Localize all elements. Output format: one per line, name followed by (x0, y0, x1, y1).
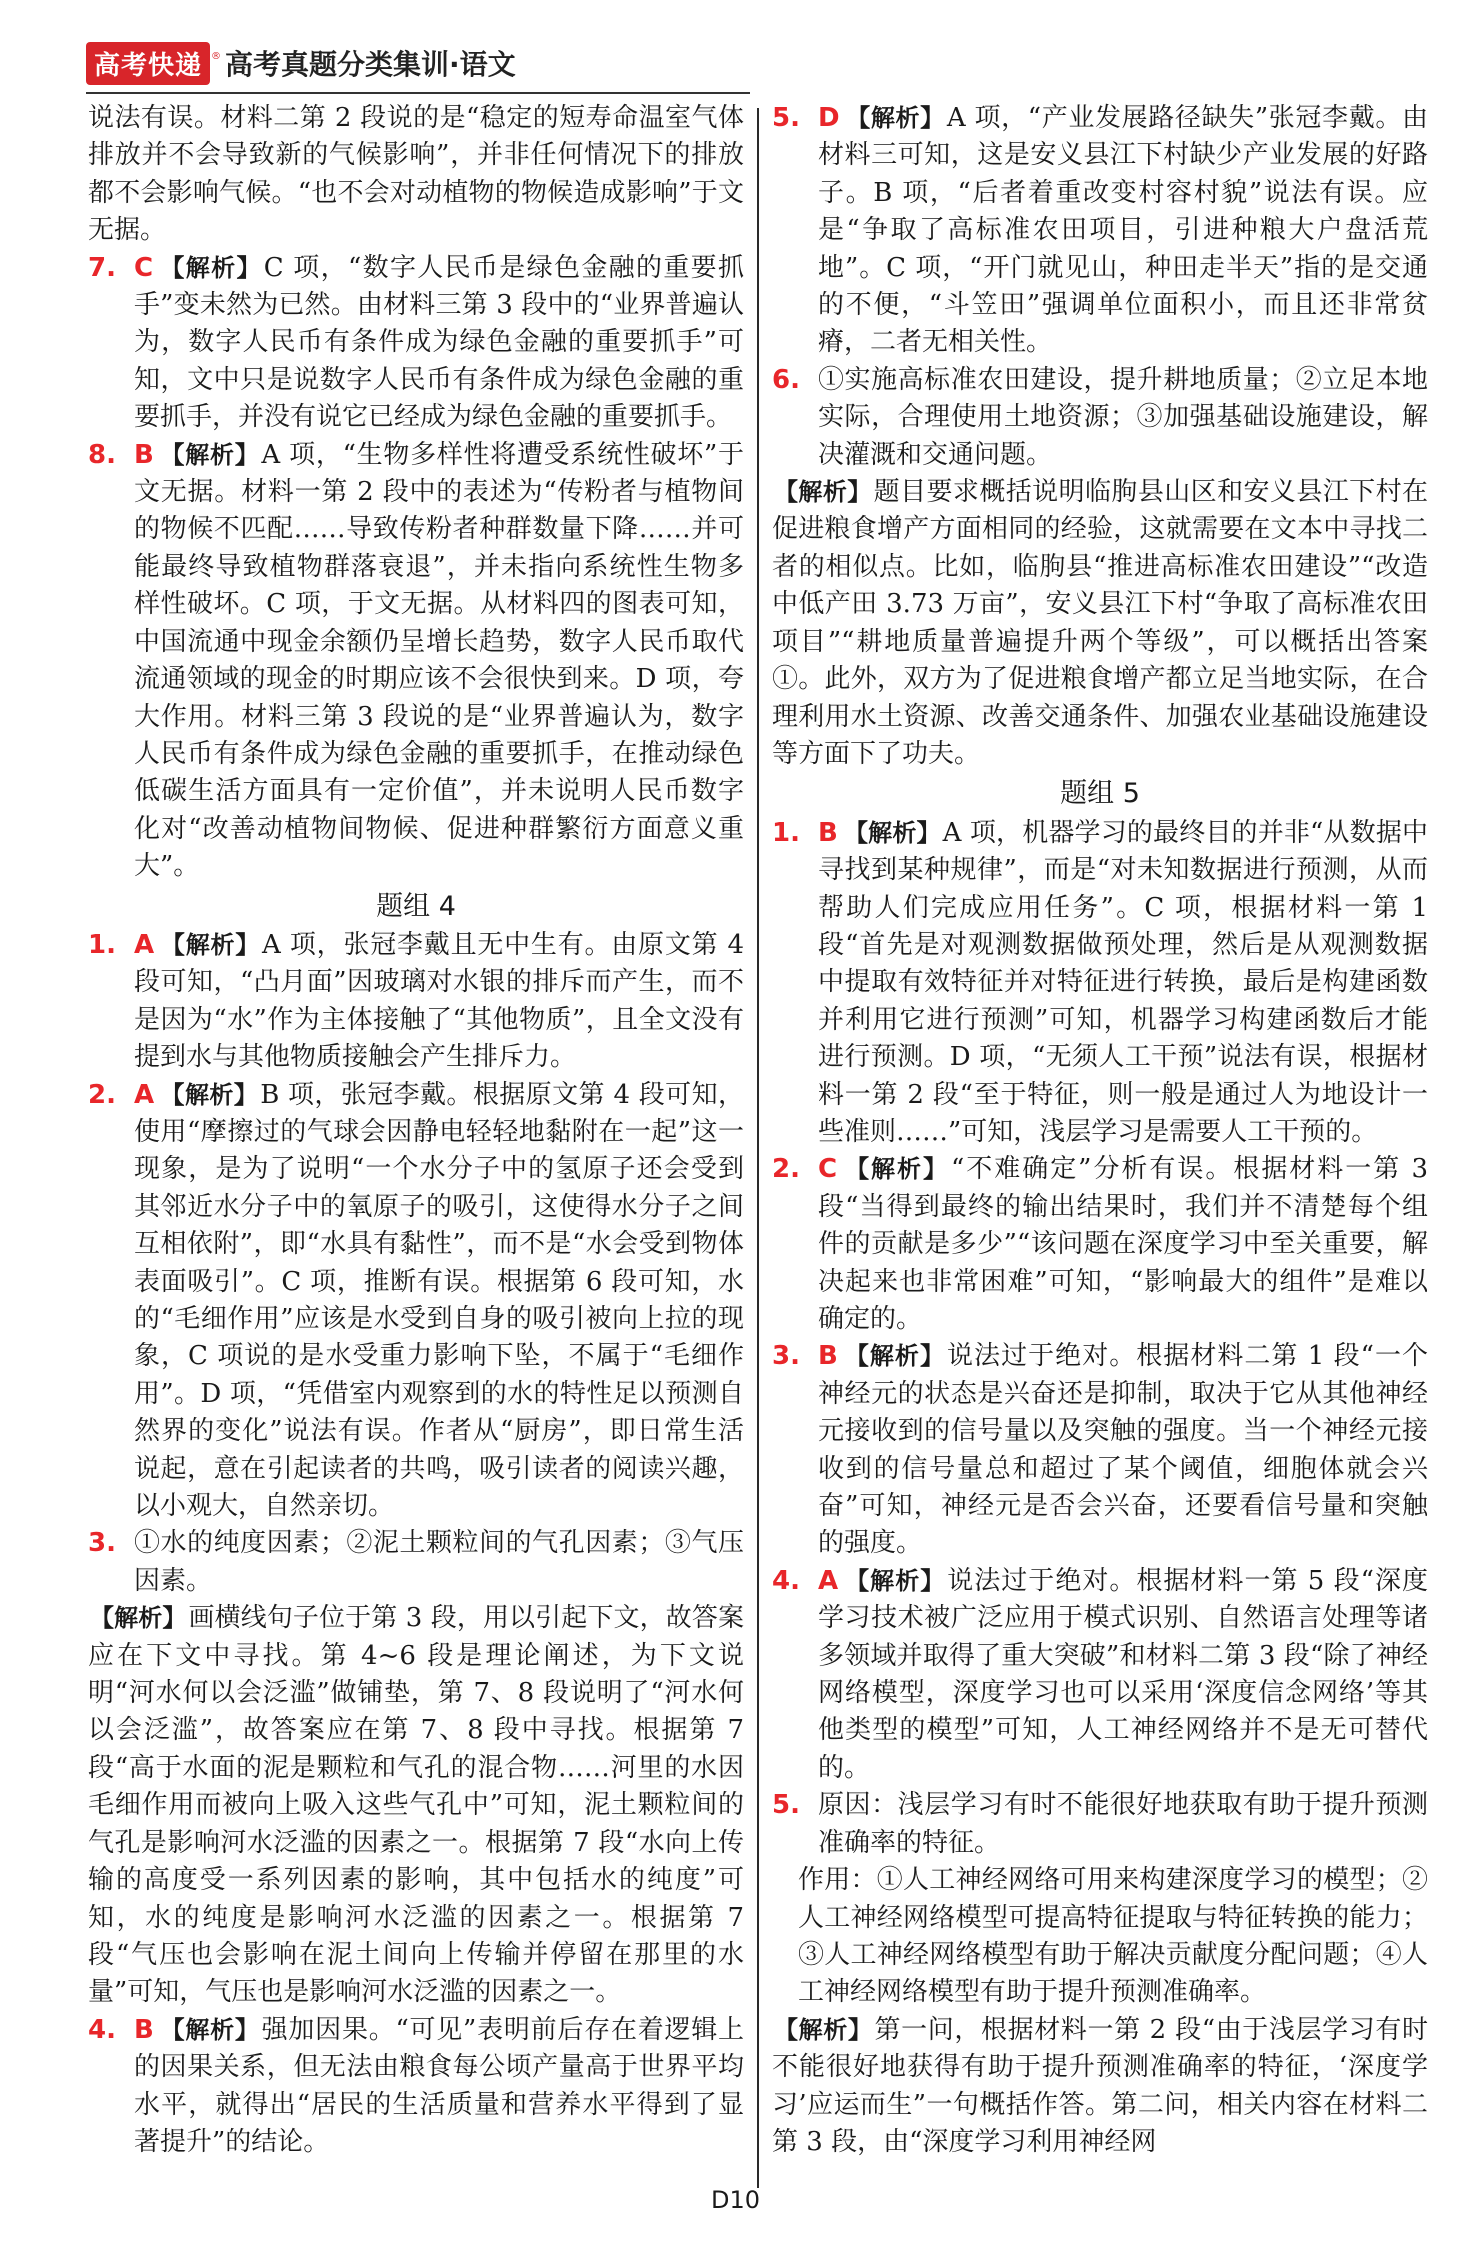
analysis-tag: 【解析】 (844, 1566, 946, 1595)
answer-text (818, 815, 1428, 1152)
question-number: 6. (772, 364, 800, 395)
question-number: 8. (88, 439, 116, 470)
series-title: 高考真题分类集训·语文 (225, 48, 516, 81)
answer-text (134, 437, 744, 886)
answer-choice: B (818, 817, 838, 848)
analysis-tag: 【解析】 (90, 1604, 187, 1633)
analysis-body: ①实施高标准农田建设，提升耕地质量；②立足本地实际，合理使用土地资源；③加强基础设施建设，解决灌溉和交通问题。 (818, 364, 1428, 470)
analysis-body: A 项，机器学习的最终目的并非“从数据中寻找到某种规律”，而是“对未知数据进行预测，从而帮助人们完成应用任务”。C 项，根据材料一第 1 段“首先是对观测数据做预处理，然后是从观测数据中提取有效特征并对特征进行转换，最后是构建函数并利用它进行预测”可知，机器学习构建函数后才能进行预测。D 项，“无须人工干预”说法有误，根据材料一第 2 段“至于特征，则一般是通过人为地设计一些准则……”可知，浅层学习是需要人工干预的。 (818, 817, 1429, 1147)
page-number: D10 (710, 2186, 761, 2214)
analysis-body: A 项，“产业发展路径缺失”张冠李戴。由材料三可知，这是安义县江下村缺少产业发展的好路子。B 项，“后者着重改变村容村貌”说法有误。应是“争取了高标准农田项目，引进种粮大户盘活荒地”。C 项，“开门就见山，种田走半天”指的是交通的不便，“斗笠田”强调单位面积小，而且还非常贫瘠，二者无相关性。 (818, 103, 1428, 358)
question-number: 3. (772, 1341, 800, 1372)
answer-choice: A (134, 929, 155, 960)
analysis-tag: 【解析】 (843, 1342, 946, 1371)
analysis-body: C 项，“数字人民币是绿色金融的重要抓手”变未然为已然。由材料三第 3 段中的“业界普遍认为，数字人民币有条件成为绿色金融的重要抓手”可知，文中只是说数字人民币有条件成为绿色金融的重要抓手，并没有说它已经成为绿色金融的重要抓手。 (134, 252, 745, 433)
question-number: 2. (772, 1154, 800, 1185)
answer-choice: C (134, 252, 154, 283)
answer-item (772, 100, 1428, 362)
question-number: 4. (772, 1565, 800, 1596)
answer-text (134, 927, 744, 1077)
answer-choice: B (818, 1341, 838, 1372)
analysis-body: 原因：浅层学习有时不能很好地获取有助于提升预测准确率的特征。 (818, 1790, 1428, 1858)
analysis-body: 说法过于绝对。根据材料二第 1 段“一个神经元的状态是兴奋还是抑制，取决于它从其他神经元接收到的信号量以及突触的强度。当一个神经元接收到的信号量总和超过了某个阈值，细胞体就会兴奋”可知，神经元是否会兴奋，还要看信号量和突触的强度。 (818, 1341, 1429, 1559)
analysis-tag: 【解析】 (774, 2015, 873, 2044)
analysis-body: 说法有误。材料二第 2 段说的是“稳定的短寿命温室气体排放并不会导致新的气候影响”，并非任何情况下的排放都不会影响气候。“也不会对动植物的物候造成影响”于文无据。 (88, 103, 744, 246)
answer-item (88, 927, 744, 1077)
analysis-body: A 项，“生物多样性将遭受系统性破坏”于文无据。材料一第 2 段中的表述为“传粉者与植物间的物候不匹配……导致传粉者种群数量下降……并可能最终导致植物群落衰退”，并未指向系统性生物多样性破坏。C 项，于文无据。从材料四的图表可知，中国流通中现金余额仍呈增长趋势，数字人民币取代流通领域的现金的时期应该不会很快到来。D 项，夸大作用。材料三第 3 段说的是“业界普遍认为，数字人民币有条件成为绿色金融的重要抓手，在推动绿色低碳生活方面具有一定价值”，并未说明人民币数字化对“改善动植物间物候、促进种群繁衍方面意义重大”。 (134, 439, 744, 882)
answer-item (772, 815, 1428, 1152)
analysis-tag: 【解析】 (843, 818, 941, 847)
analysis-paragraph (772, 2012, 1428, 2162)
analysis-tag: 【解析】 (159, 253, 262, 282)
answer-item (772, 1338, 1428, 1562)
answer-choice: D (818, 103, 840, 133)
answer-text (818, 1151, 1428, 1338)
analysis-body: 画横线句子位于第 3 段，用以引起下文，故答案应在下文中寻找。第 4~6 段是理论阐述，为下文说明“河水何以会泛滥”做铺垫，第 7、8 段说明了“河水何以会泛滥”，故答案应在第 7、8 段中寻找。根据第 7 段“高于水面的泥是颗粒和气孔的混合物……河里的水因毛细作用而被向上吸入这些气孔中”可知，泥土颗粒间的气孔是影响河水泛滥的因素之一。根据第 7 段“水向上传输的高度受一系列因素的影响，其中包括水的纯度”可知，水的纯度是影响河水泛滥的因素之一。根据第 7 段“气压也会影响在泥土间向上传输并停留在那里的水量”可知，气压也是影响河水泛滥的因素之一。 (88, 1603, 744, 2008)
answer-text (818, 1563, 1428, 1787)
analysis-paragraph (88, 1600, 744, 2011)
answer-text (134, 250, 744, 437)
analysis-body: 第一问，根据材料一第 2 段“由于浅层学习有时不能很好地获得有助于提升预测准确率的特征，‘深度学习’应运而生”一句概括作答。第二问，相关内容在材料二第 3 段，由“深度学习利用神经网 (772, 2014, 1428, 2157)
answer-text (818, 1338, 1428, 1562)
analysis-body: 题目要求概括说明临朐县山区和安义县江下村在促进粮食增产方面相同的经验，这就需要在文本中寻找二者的相似点。比如，临朐县“推进高标准农田建设”“改造中低产田 3.73 万亩”，安义县江下村“争取了高标准农田项目”“耕地质量普遍提升两个等级”，可以概括出答案①。此外，双方为了促进粮食增产都立足当地实际，在合理利用水土资源、改善交通条件、加强农业基础设施建设等方面下了功夫。 (772, 477, 1428, 769)
analysis-paragraph (88, 100, 744, 250)
analysis-tag: 【解析】 (160, 1080, 259, 1109)
analysis-paragraph (772, 474, 1428, 773)
column-divider (757, 108, 759, 2188)
analysis-tag: 【解析】 (845, 104, 945, 132)
answer-text (818, 362, 1428, 474)
brand-logo: 高考快递 (86, 42, 210, 85)
page-header (86, 40, 516, 86)
answer-item (88, 437, 744, 886)
answer-text (134, 1077, 744, 1526)
answer-choice: C (818, 1154, 838, 1185)
answer-item (88, 2012, 744, 2162)
answer-text (818, 1787, 1428, 1862)
group-title: 题组 5 (1060, 778, 1140, 810)
answer-text (134, 2012, 744, 2162)
answer-choice: A (134, 1079, 155, 1110)
answer-item (772, 1787, 1428, 1862)
analysis-tag: 【解析】 (843, 1155, 949, 1184)
group-title: 题组 4 (376, 890, 456, 922)
analysis-tag: 【解析】 (160, 930, 261, 959)
answer-item (88, 250, 744, 437)
question-number: 5. (772, 1790, 800, 1821)
analysis-tag: 【解析】 (159, 440, 260, 469)
question-number: 5. (772, 103, 800, 133)
answer-choice: B (134, 2014, 154, 2045)
question-number: 4. (88, 2014, 116, 2045)
header-rule (86, 92, 750, 94)
answer-item (88, 1525, 744, 1600)
question-number: 1. (772, 817, 800, 848)
answer-text (134, 1525, 744, 1600)
question-number: 2. (88, 1079, 116, 1110)
answer-choice: B (134, 439, 154, 470)
analysis-body: 强加因果。“可见”表明前后存在着逻辑上的因果关系，但无法由粮食每公顷产量高于世界平均水平，就得出“居民的生活质量和营养水平得到了显著提升”的结论。 (134, 2014, 744, 2157)
analysis-body: ①水的纯度因素；②泥土颗粒间的气孔因素；③气压因素。 (134, 1528, 744, 1596)
answer-subpart: 作用：①人工神经网络可用来构建深度学习的模型；②人工神经网络模型可提高特征提取与特征转换的能力；③人工神经网络模型有助于解决贡献度分配问题；④人工神经网络模型有助于提升预测准确率。 (798, 1865, 1428, 2008)
analysis-tag: 【解析】 (774, 478, 872, 507)
answer-item (772, 362, 1428, 474)
question-number: 3. (88, 1528, 116, 1559)
answer-item (88, 1077, 744, 1526)
analysis-tag: 【解析】 (159, 2015, 260, 2044)
analysis-body: 说法过于绝对。根据材料一第 5 段“深度学习技术被广泛应用于模式识别、自然语言处理等诸多领域并取得了重大突破”和材料二第 3 段“除了神经网络模型，深度学习也可以采用‘深度信念网络’等其他类型的模型”可知，人工神经网络并不是无可替代的。 (818, 1565, 1428, 1783)
right-column (772, 100, 1428, 2161)
answer-choice: A (818, 1565, 839, 1596)
answer-text (818, 100, 1428, 362)
analysis-body: A 项，张冠李戴且无中生有。由原文第 4 段可知，“凸月面”因玻璃对水银的排斥而产生，而不是因为“水”作为主体接触了“其他物质”，且全文没有提到水与其他物质接触会产生排斥力。 (134, 929, 744, 1073)
question-number: 7. (88, 252, 116, 283)
answer-item (772, 1151, 1428, 1338)
analysis-body: “不难确定”分析有误。根据材料一第 3 段“当得到最终的输出结果时，我们并不清楚每个组件的贡献是多少”“该问题在深度学习中至关重要，解决起来也非常困难”可知，“影响最大的组件”是难以确定的。 (818, 1154, 1428, 1334)
answer-item (772, 1563, 1428, 1787)
question-number: 1. (88, 929, 116, 960)
left-column (88, 100, 744, 2161)
trademark-mark: ® (211, 50, 222, 62)
analysis-body: B 项，张冠李戴。根据原文第 4 段可知，使用“摩擦过的气球会因静电轻轻地黏附在一起”这一现象，是为了说明“一个水分子中的氢原子还会受到其邻近水分子中的氧原子的吸引，这使得水分子之间互相依附”，即“水具有黏性”，而不是“水会受到物体表面吸引”。C 项，推断有误。根据第 6 段可知，水的“毛细作用”应该是水受到自身的吸引被向上拉的现象，C 项说的是水受重力影响下坠，不属于“毛细作用”。D 项，“凭借室内观察到的水的特性足以预测自然界的变化”说法有误。作者从“厨房”，即日常生活说起，意在引起读者的共鸣，吸引读者的阅读兴趣，以小观大，自然亲切。 (134, 1079, 745, 1522)
